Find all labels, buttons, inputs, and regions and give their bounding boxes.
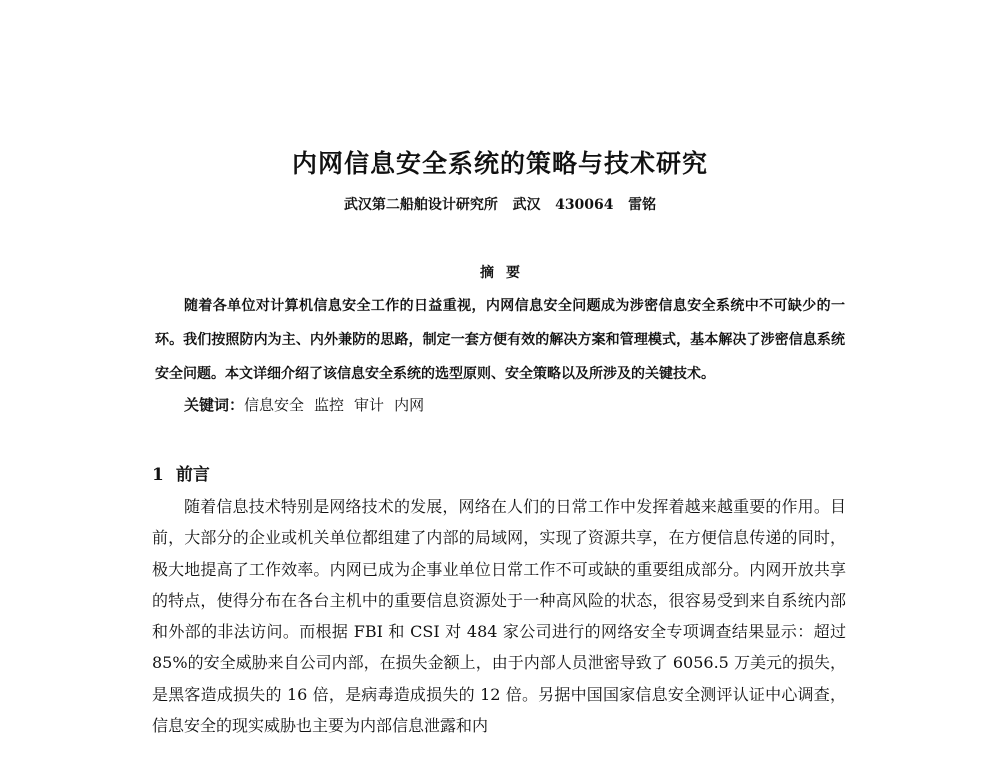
- section-heading: [152, 460, 210, 485]
- section-number: 1: [152, 465, 164, 485]
- keywords-line: [184, 394, 434, 415]
- keyword-item: 监控: [314, 396, 345, 414]
- keyword-item: 信息安全: [244, 396, 305, 414]
- section-title: 前言: [175, 465, 210, 485]
- author-affiliation: 武汉第二船舶设计研究所 武汉 430064 雷铭: [343, 197, 657, 213]
- abstract-text: 随着各单位对计算机信息安全工作的日益重视，内网信息安全问题成为涉密信息安全系统中不可缺少的一环。我们按照防内为主、内外兼防的思路，制定一套方便有效的解决方案和管理模式，基本解决了涉密信息系统安全问题。本文详细介绍了该信息安全系统的选型原则、安全策略以及所涉及的关键技术。: [155, 298, 845, 382]
- keywords-label: 关键词：: [184, 396, 245, 414]
- keyword-item: 审计: [354, 396, 385, 414]
- keyword-item: 内网: [394, 396, 425, 414]
- paper-title: 内网信息安全系统的策略与技术研究: [291, 149, 708, 178]
- abstract-heading: 摘要: [480, 265, 532, 281]
- section-body-text: 随着信息技术特别是网络技术的发展，网络在人们的日常工作中发挥着越来越重要的作用。目前，大部分的企业或机关单位都组建了内部的局域网，实现了资源共享，在方便信息传递的同时，极大地提高了工作效率。内网已成为企事业单位日常工作不可或缺的重要组成部分。内网开放共享的特点，使得分布在各台主机中的重要信息资源处于一种高风险的状态，很容易受到来自系统内部和外部的非法访问。而根据 FBI 和 CSI 对 484 家公司进行的网络安全专项调查结果显示：超过 85%的安全威胁来自公司内部，在损失金额上，由于内部人员泄密导致了 6056.5 万美元的损失，是黑客造成损失的 16 倍，是病毒造成损失的 12 倍。另据中国国家信息安全测评认证中心调查，信息安全的现实威胁也主要为内部信息泄露和内: [152, 497, 846, 736]
